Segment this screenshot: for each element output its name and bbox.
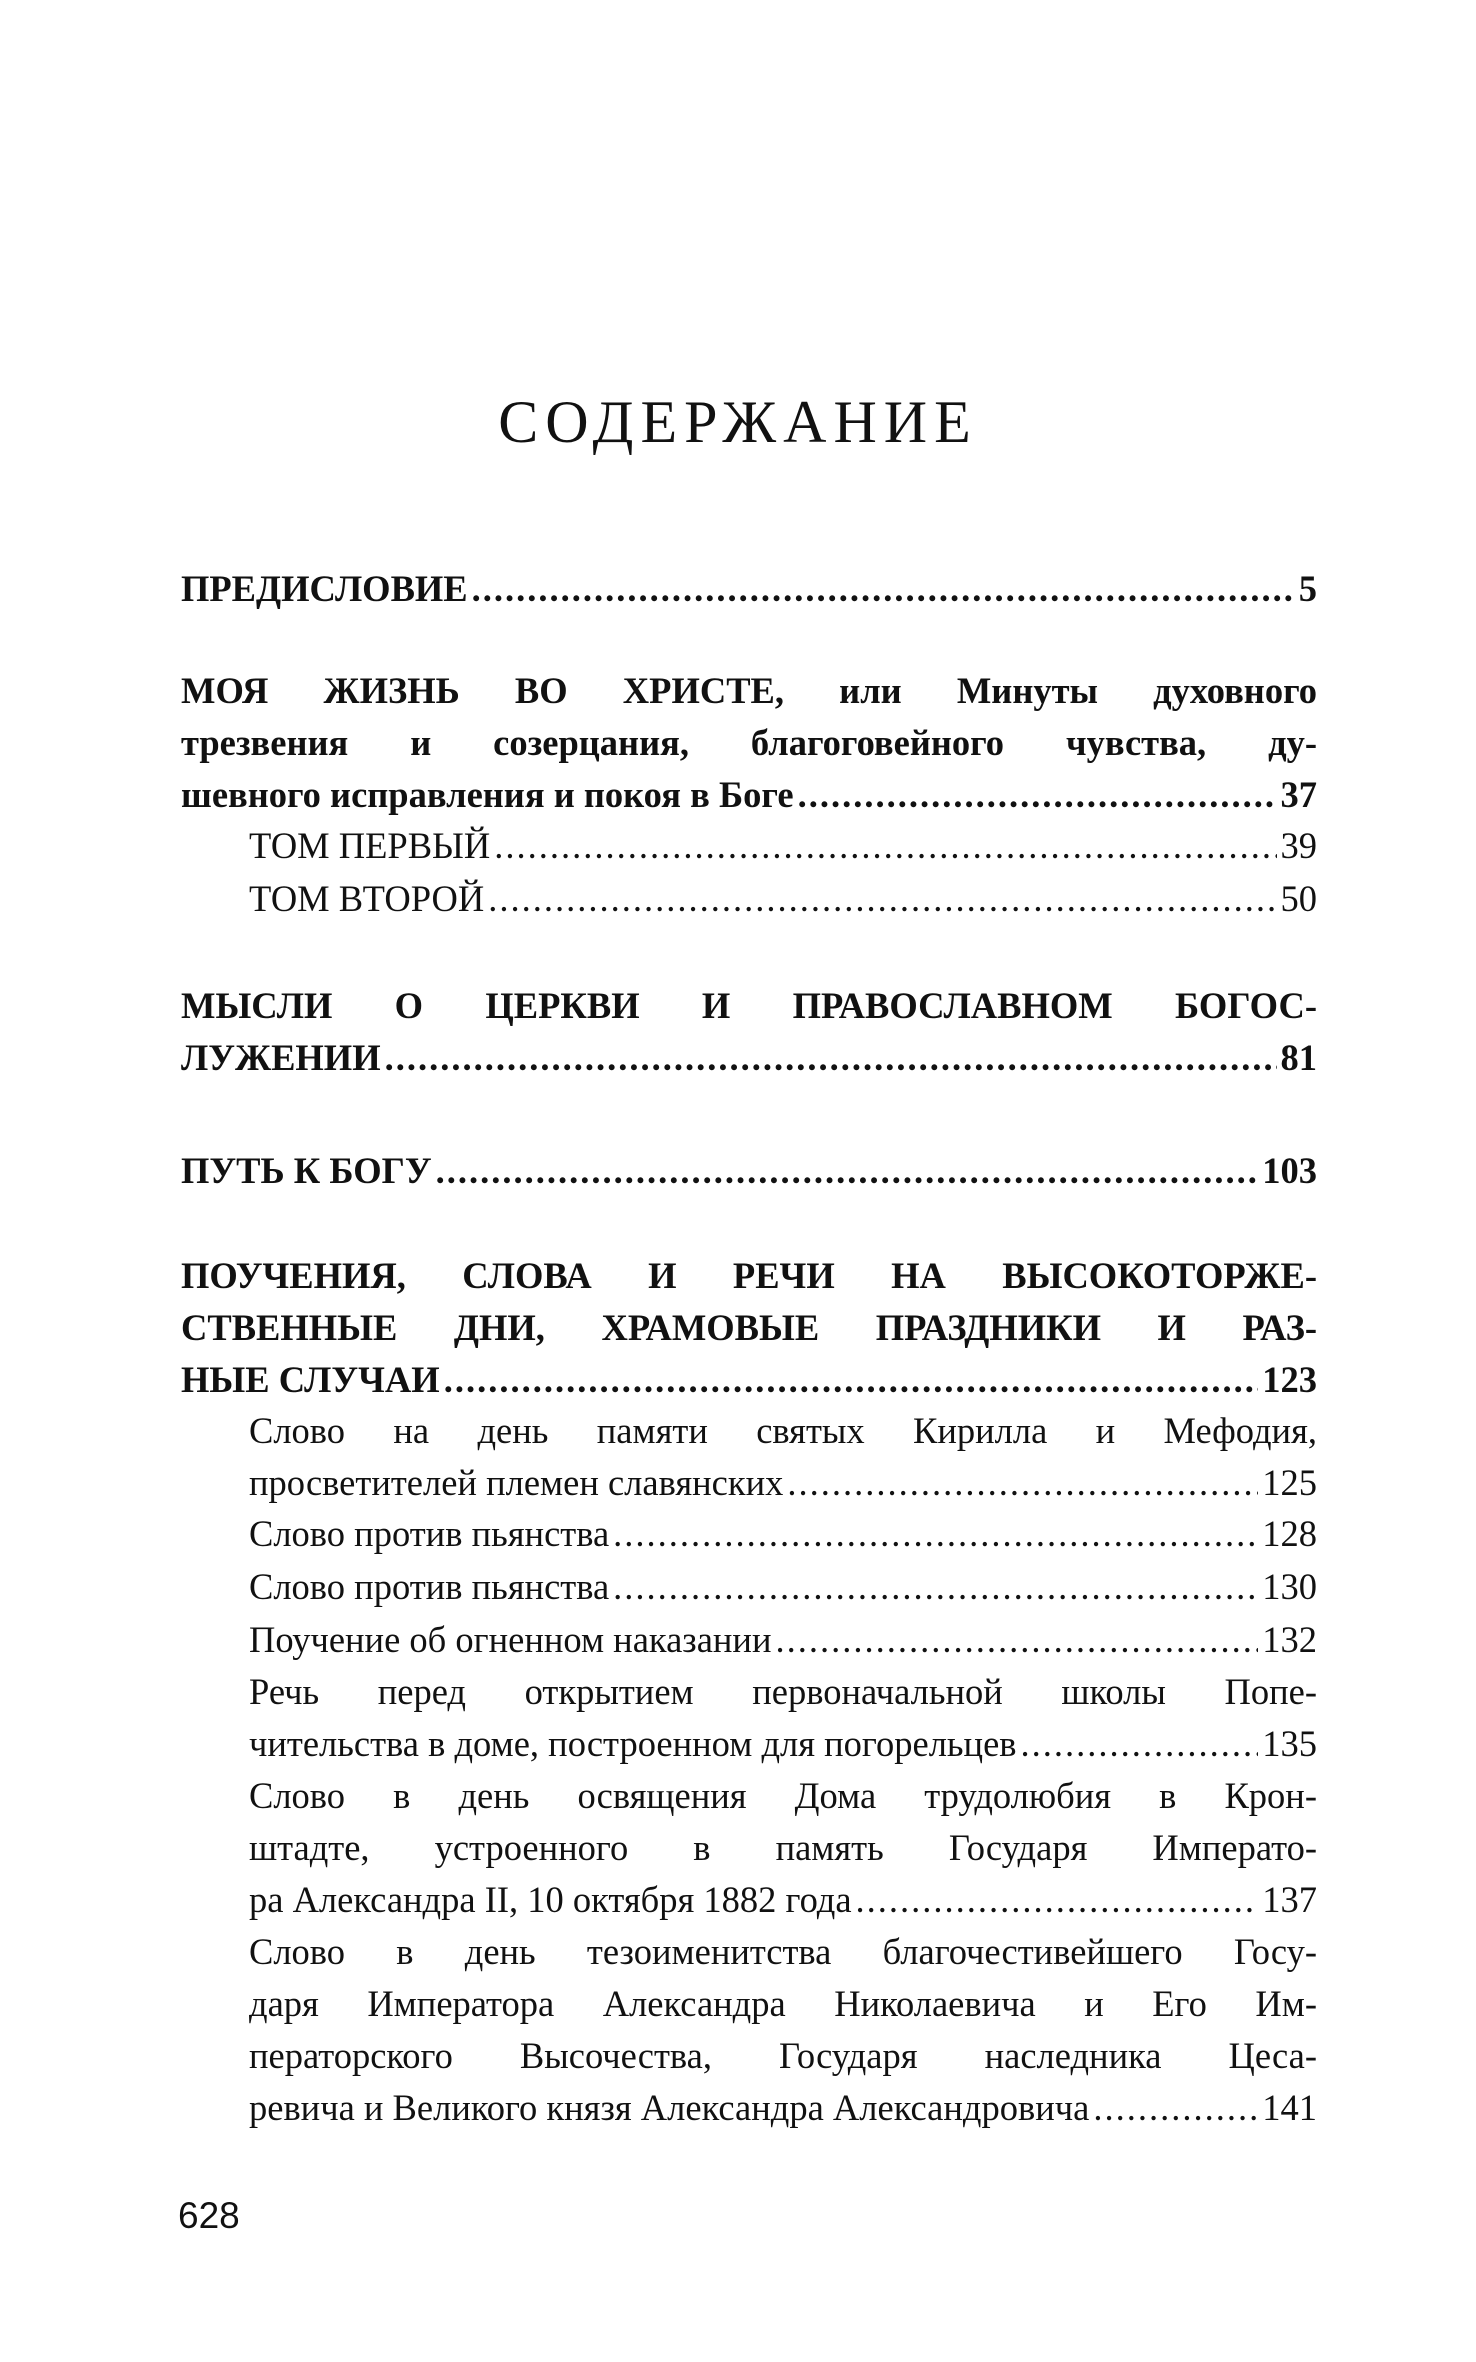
toc-entry-last-line — [181, 563, 1317, 615]
toc-entry-title: ПРЕДИСЛОВИЕ — [181, 568, 468, 609]
toc-entry-last-line — [249, 1718, 1317, 1770]
toc-entry-line: Речь перед открытием первоначальной школы Попе- — [249, 1671, 1317, 1712]
toc-page-number: 50 — [1280, 878, 1317, 919]
dot-leader — [1093, 2082, 1258, 2134]
toc-entry-title: Поучение об огненном наказании — [249, 1619, 772, 1660]
toc-entry-line: СТВЕННЫЕ ДНИ, ХРАМОВЫЕ ПРАЗДНИКИ И РАЗ- — [181, 1307, 1317, 1348]
dot-leader — [1021, 1718, 1259, 1770]
toc-entry-last-line — [249, 1874, 1317, 1926]
toc-entry-last-line — [249, 820, 1317, 872]
toc-entry-line: ПОУЧЕНИЯ, СЛОВА И РЕЧИ НА ВЫСОКОТОРЖЕ- — [181, 1255, 1317, 1296]
toc-entry-title: ЛУЖЕНИИ — [181, 1037, 381, 1078]
dot-leader — [798, 769, 1277, 821]
toc-entry-line: Слово в день тезоименитства благочестивейшего Госу- — [249, 1931, 1317, 1972]
toc-entry-line: даря Императора Александра Николаевича и Его Им- — [249, 1983, 1317, 2024]
page-number: 628 — [178, 2195, 240, 2236]
toc-entry-line: МОЯ ЖИЗНЬ ВО ХРИСТЕ, или Минуты духовного — [181, 670, 1317, 711]
toc-page-number: 135 — [1262, 1723, 1317, 1764]
toc-page-number: 137 — [1262, 1879, 1317, 1920]
toc-entry-title: Слово против пьянства — [249, 1566, 610, 1607]
dot-leader — [494, 820, 1276, 872]
toc-page-number: 125 — [1262, 1462, 1317, 1503]
toc-page-number: 37 — [1280, 774, 1317, 815]
toc-page-number: 128 — [1262, 1513, 1317, 1554]
toc-entry-last-line — [249, 873, 1317, 925]
toc-page-number: 130 — [1262, 1566, 1317, 1607]
toc-entry-title: ТОМ ПЕРВЫЙ — [249, 825, 491, 866]
toc-entry-title: чительства в доме, построенном для погорельцев — [249, 1723, 1017, 1764]
toc-entry-title: ревича и Великого князя Александра Александровича — [249, 2087, 1090, 2128]
toc-entry-line: Слово в день освящения Дома трудолюбия в Крон- — [249, 1775, 1317, 1816]
dot-leader — [613, 1561, 1258, 1613]
dot-leader — [488, 873, 1276, 925]
dot-leader — [472, 563, 1295, 615]
toc-page-number: 123 — [1262, 1359, 1317, 1400]
toc-entry-last-line — [249, 1561, 1317, 1613]
toc-entry-last-line — [181, 1145, 1317, 1197]
toc-entry-title: ПУТЬ К БОГУ — [181, 1150, 432, 1191]
toc-page-number: 5 — [1298, 568, 1317, 609]
dot-leader — [385, 1032, 1277, 1084]
toc-entry-line: Слово на день памяти святых Кирилла и Мефодия, — [249, 1410, 1317, 1451]
dot-leader — [436, 1145, 1259, 1197]
toc-page-number: 132 — [1262, 1619, 1317, 1660]
page-title: СОДЕРЖАНИЕ — [498, 389, 978, 455]
dot-leader — [444, 1354, 1259, 1406]
toc-page-number: 141 — [1262, 2087, 1317, 2128]
toc-entry-last-line — [181, 1032, 1317, 1084]
toc-entry-title: просветителей племен славянских — [249, 1462, 784, 1503]
toc-entry-line: трезвения и созерцания, благоговейного чувства, ду- — [181, 722, 1317, 763]
toc-entry-line: штадте, устроенного в память Государя Императо- — [249, 1827, 1317, 1868]
toc-entry-title: Слово против пьянства — [249, 1513, 610, 1554]
toc-entry-last-line — [249, 2082, 1317, 2134]
toc-entry-last-line — [249, 1457, 1317, 1509]
toc-entry-title: ТОМ ВТОРОЙ — [249, 878, 485, 919]
toc-entry-last-line — [249, 1614, 1317, 1666]
dot-leader — [776, 1614, 1259, 1666]
toc-entry-line: ператорского Высочества, Государя наследника Цеса- — [249, 2035, 1317, 2076]
toc-page-number: 103 — [1262, 1150, 1317, 1191]
toc-entry-last-line — [181, 769, 1317, 821]
toc-entry-last-line — [181, 1354, 1317, 1406]
toc-page-number: 81 — [1280, 1037, 1317, 1078]
toc-entry-last-line — [249, 1508, 1317, 1560]
toc-entry-title: шевного исправления и покоя в Боге — [181, 774, 794, 815]
dot-leader — [613, 1508, 1258, 1560]
dot-leader — [856, 1874, 1259, 1926]
toc-entry-title: ра Александра II, 10 октября 1882 года — [249, 1879, 852, 1920]
toc-entry-line: МЫСЛИ О ЦЕРКВИ И ПРАВОСЛАВНОМ БОГОС- — [181, 985, 1317, 1026]
toc-page-number: 39 — [1280, 825, 1317, 866]
dot-leader — [787, 1457, 1258, 1509]
toc-entry-title: НЫЕ СЛУЧАИ — [181, 1359, 440, 1400]
